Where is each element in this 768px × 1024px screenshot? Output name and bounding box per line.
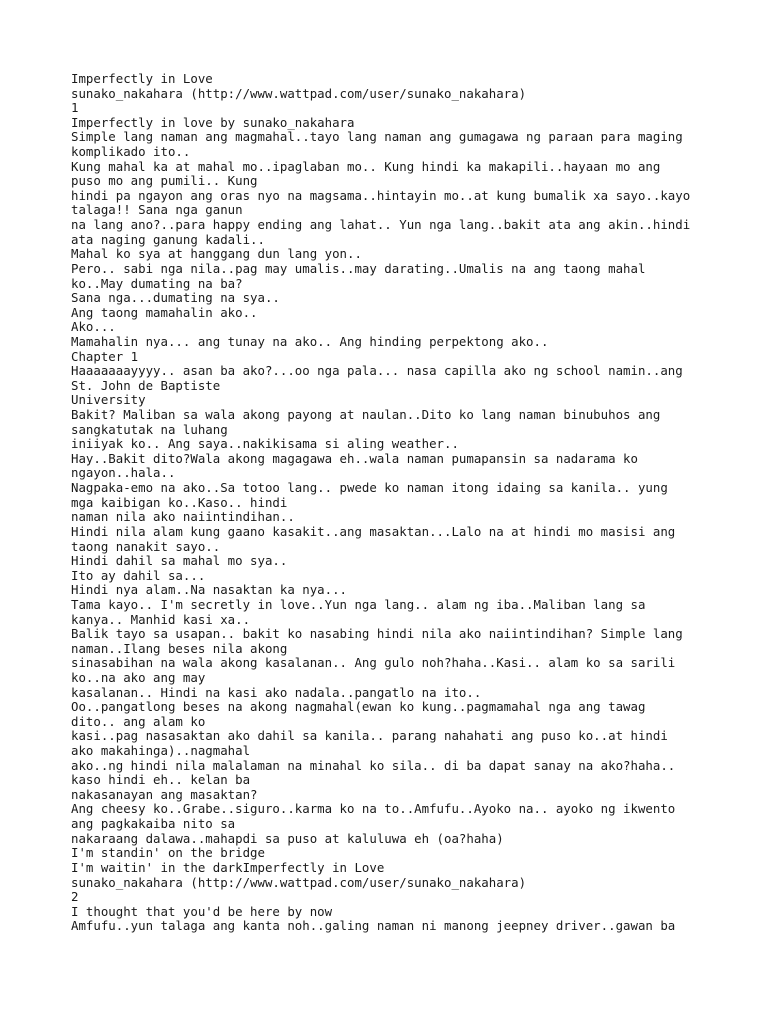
text-line: Ang cheesy ko..Grabe..siguro..karma ko na to..Amfufu..Ayoko na.. ayoko ng ikwento <box>71 801 676 817</box>
text-line: Ako... <box>71 319 116 335</box>
text-line: ako makahinga)..nagmahal <box>71 743 251 759</box>
document-text <box>71 72 711 934</box>
text-line: Sana nga...dumating na sya.. <box>71 290 280 306</box>
text-line: Tama kayo.. I'm secretly in love..Yun nga lang.. alam ng iba..Maliban lang sa <box>71 596 646 612</box>
text-line: ko..na ako ang may <box>71 669 206 685</box>
text-line: Ito ay dahil sa... <box>71 567 206 583</box>
text-line: Hindi dahil sa mahal mo sya.. <box>71 553 288 569</box>
text-line: nakasanayan ang masaktan? <box>71 786 258 802</box>
text-line: Pero.. sabi nga nila..pag may umalis..may darating..Umalis na ang taong mahal <box>71 260 646 276</box>
text-line: Nagpaka-emo na ako..Sa totoo lang.. pwede ko naman itong idaing sa kanila.. yung <box>71 480 668 496</box>
text-line: St. John de Baptiste <box>71 377 221 393</box>
text-line: I'm waitin' in the darkImperfectly in Love <box>71 859 385 875</box>
text-line: Imperfectly in love by sunako_nakahara <box>71 114 355 130</box>
text-line: Mahal ko sya at hanggang dun lang yon.. <box>71 246 362 262</box>
text-line: dito.. ang alam ko <box>71 713 206 729</box>
text-line: Kung mahal ka at mahal mo..ipaglaban mo.. Kung hindi ka makapili..hayaan mo ang <box>71 158 661 174</box>
text-line: I thought that you'd be here by now <box>71 903 333 919</box>
text-line: naman..Ilang beses nila akong <box>71 640 288 656</box>
text-line: iniiyak ko.. Ang saya..nakikisama si aling weather.. <box>71 436 459 452</box>
text-line: Mamahalin nya... ang tunay na ako.. Ang hinding perpektong ako.. <box>71 333 549 349</box>
text-line: kaso hindi eh.. kelan ba <box>71 772 251 788</box>
text-line: Hindi nila alam kung gaano kasakit..ang masaktan...Lalo na at hindi mo masisi ang <box>71 523 676 539</box>
text-line: Bakit? Maliban sa wala akong payong at naulan..Dito ko lang naman binubuhos ang <box>71 407 661 423</box>
text-line: 2 <box>71 889 79 905</box>
text-line: Ang taong mamahalin ako.. <box>71 304 258 320</box>
text-line: ata naging ganung kadali.. <box>71 231 265 247</box>
text-line: ang pagkakaiba nito sa <box>71 816 236 832</box>
text-line: Haaaaaaayyyy.. asan ba ako?...oo nga pala... nasa capilla ako ng school namin..ang <box>71 363 683 379</box>
text-line: nakaraang dalawa..mahapdi sa puso at kaluluwa eh (oa?haha) <box>71 830 504 846</box>
text-line: Simple lang naman ang magmahal..tayo lang naman ang gumagawa ng paraan para maging <box>71 129 683 145</box>
text-line: talaga!! Sana nga ganun <box>71 202 243 218</box>
text-line: I'm standin' on the bridge <box>71 845 265 861</box>
text-line: University <box>71 392 146 408</box>
text-line: Hay..Bakit dito?Wala akong magagawa eh..wala naman pumapansin sa nadarama ko <box>71 450 638 466</box>
text-line: sunako_nakahara (http://www.wattpad.com/user/sunako_nakahara) <box>71 874 527 890</box>
text-line: taong nanakit sayo.. <box>71 538 221 554</box>
text-line: mga kaibigan ko..Kaso.. hindi <box>71 494 288 510</box>
text-line: Oo..pangatlong beses na akong nagmahal(ewan ko kung..pagmamahal nga ang tawag <box>71 699 646 715</box>
text-line: sunako_nakahara (http://www.wattpad.com/user/sunako_nakahara) <box>71 85 527 101</box>
text-line: komplikado ito.. <box>71 144 191 160</box>
text-line: Amfufu..yun talaga ang kanta noh..galing naman ni manong jeepney driver..gawan ba <box>71 918 676 934</box>
text-line: Hindi nya alam..Na nasaktan ka nya... <box>71 582 348 598</box>
text-line: 1 <box>71 100 79 116</box>
text-line: ako..ng hindi nila malalaman na minahal ko sila.. di ba dapat sanay na ako?haha.. <box>71 757 676 773</box>
text-line: sangkatutak na luhang <box>71 421 228 437</box>
text-line: puso mo ang pumili.. Kung <box>71 173 258 189</box>
text-line: ngayon..hala.. <box>71 465 176 481</box>
text-line: kanya.. Manhid kasi xa.. <box>71 611 251 627</box>
text-line: kasi..pag nasasaktan ako dahil sa kanila.. parang nahahati ang puso ko..at hindi <box>71 728 668 744</box>
text-line: naman nila ako naiintindihan.. <box>71 509 295 525</box>
text-line: Balik tayo sa usapan.. bakit ko nasabing hindi nila ako naiintindihan? Simple lang <box>71 626 683 642</box>
text-line: ko..May dumating na ba? <box>71 275 243 291</box>
text-line: Chapter 1 <box>71 348 139 364</box>
text-line: sinasabihan na wala akong kasalanan.. Ang gulo noh?haha..Kasi.. alam ko sa sarili <box>71 655 676 671</box>
text-line: kasalanan.. Hindi na kasi ako nadala..pangatlo na ito.. <box>71 684 482 700</box>
text-line: Imperfectly in Love <box>71 71 213 86</box>
text-line: hindi pa ngayon ang oras nyo na magsama..hintayin mo..at kung bumalik xa sayo..kayo <box>71 187 691 203</box>
text-line: na lang ano?..para happy ending ang lahat.. Yun nga lang..bakit ata ang akin..hindi <box>71 217 691 233</box>
